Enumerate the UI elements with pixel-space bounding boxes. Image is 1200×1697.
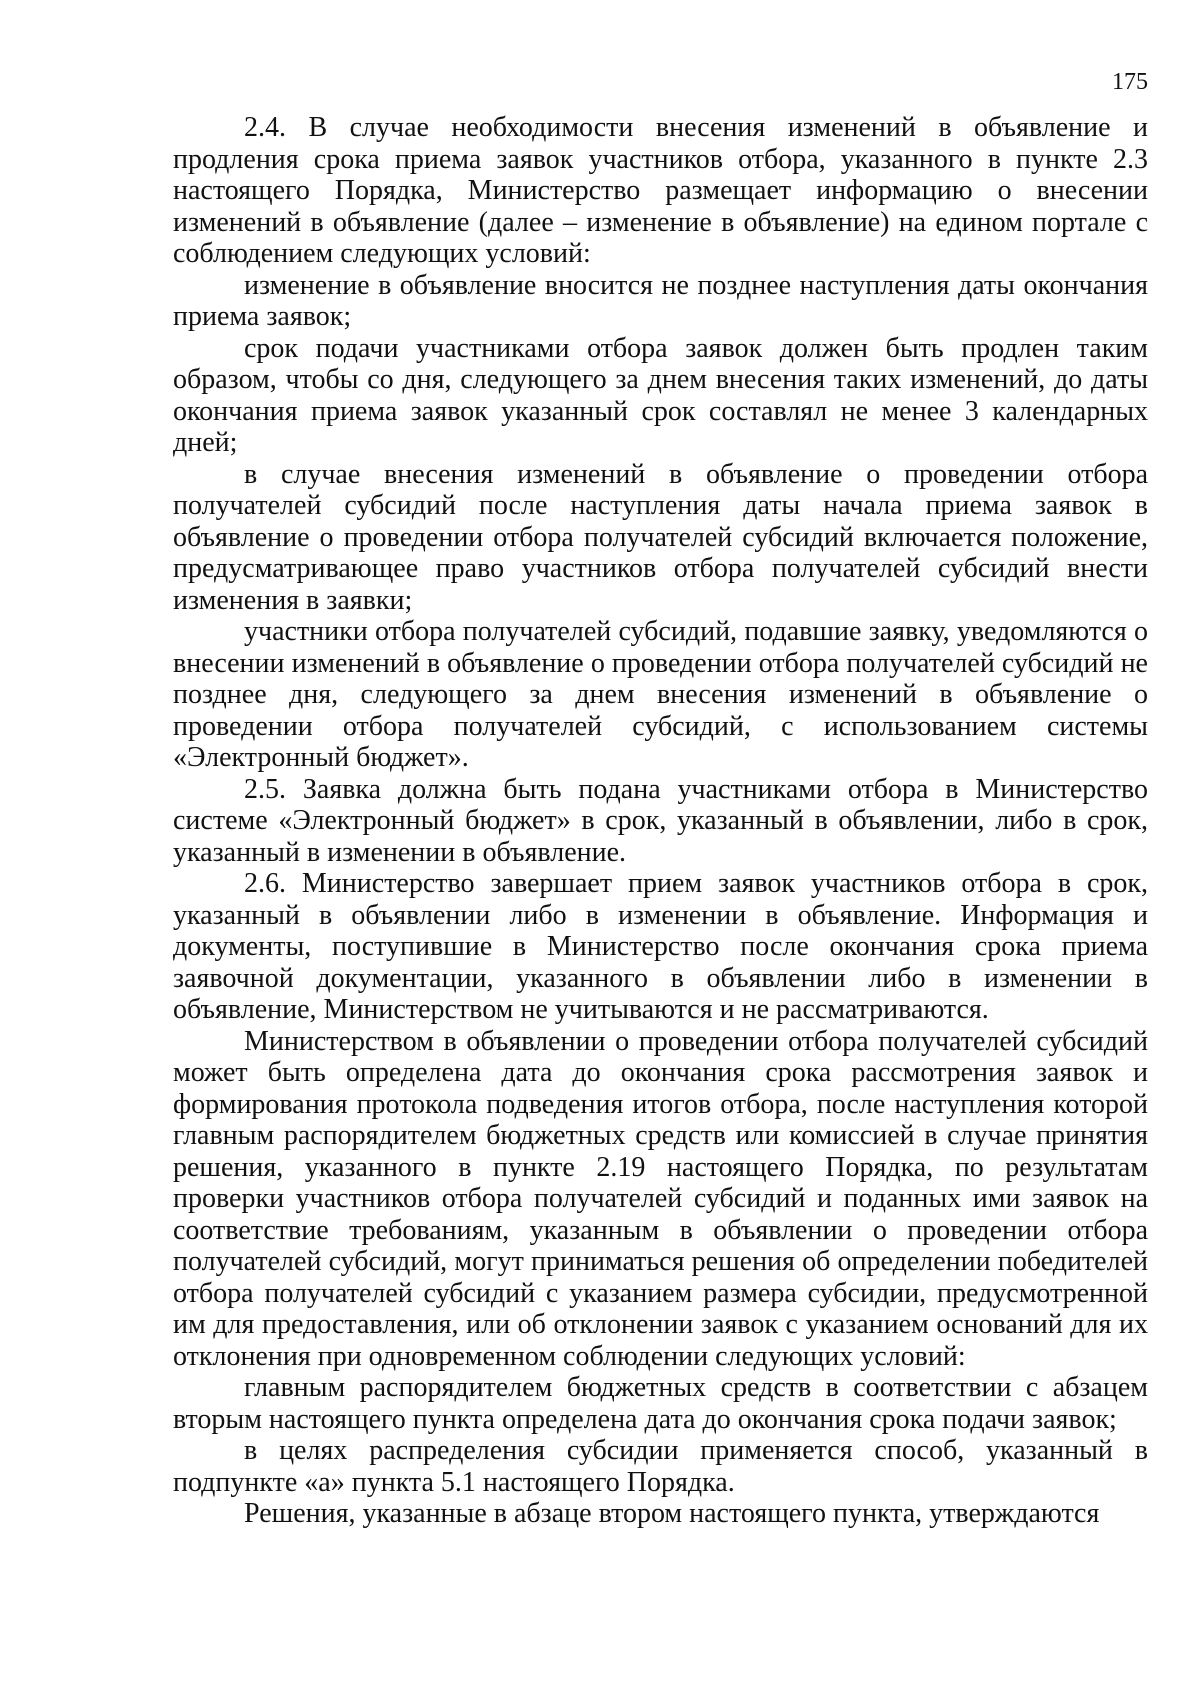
paragraph-early-decision: Министерством в объявлении о проведении отбора получателей субсидий может быть определена дата до окончания срока рассмотрения заявок и формирования протокола подведения итогов отбора, после наступления которой главным распорядителем бюджетных средств или комиссией в случае принятия решения, указанного в пункте 2.19 настоящего Порядка, по результатам проверки участников отбора получателей субсидий и поданных ими заявок на соответствие требованиям, указанным в объявлении о проведении отбора получателей субсидий, могут приниматься решения об определении победителей отбора получателей субсидий с указанием размера субсидии, предусмотренной им для предоставления, или об отклонении заявок с указанием оснований для их отклонения при одновременном соблюдении следующих условий: [173,1025,1148,1372]
paragraph-condition-method: в целях распределения субсидии применяется способ, указанный в подпункте «а» пункта 5.1 настоящего Порядка. [173,1435,1148,1498]
paragraph-condition-deadline: изменение в объявление вносится не позднее наступления даты окончания приема заявок; [173,269,1148,332]
body-text [173,112,1148,1530]
paragraph-condition-notification: участники отбора получателей субсидий, подавшие заявку, уведомляются о внесении изменений в объявление о проведении отбора получателей субсидий не позднее дня, следующего за днем внесения изменений в объявление о проведении отбора получателей субсидий, с использованием системы «Электронный бюджет». [173,616,1148,773]
page-number: 175 [1112,69,1148,95]
paragraph-condition-date-set: главным распорядителем бюджетных средств в соответствии с абзацем вторым настоящего пункта определена дата до окончания срока подачи заявок; [173,1372,1148,1435]
paragraph-condition-amendment-right: в случае внесения изменений в объявление о проведении отбора получателей субсидий после наступления даты начала приема заявок в объявление о проведении отбора получателей субсидий включается положение, предусматривающее право участников отбора получателей субсидий внести изменения в заявки; [173,458,1148,616]
paragraph-2-6: 2.6. Министерство завершает прием заявок участников отбора в срок, указанный в объявлении либо в изменении в объявление. Информация и документы, поступившие в Министерство после окончания срока приема заявочной документации, указанного в объявлении либо в изменении в объявление, Министерством не учитываются и не рассматриваются. [173,868,1148,1025]
paragraph-decisions-approved: Решения, указанные в абзаце втором настоящего пункта, утверждаются [244,1498,1100,1529]
paragraph-condition-extension: срок подачи участниками отбора заявок должен быть продлен таким образом, чтобы со дня, следующего за днем внесения таких изменений, до даты окончания приема заявок указанный срок составлял не менее 3 календарных дней; [173,332,1148,458]
paragraph-2-5: 2.5. Заявка должна быть подана участниками отбора в Министерство системе «Электронный бюджет» в срок, указанный в объявлении, либо в срок, указанный в изменении в объявление. [173,773,1148,868]
paragraph-2-4: 2.4. В случае необходимости внесения изменений в объявление и продления срока приема заявок участников отбора, указанного в пункте 2.3 настоящего Порядка, Министерство размещает информацию о внесении изменений в объявление (далее – изменение в объявление) на едином портале с соблюдением следующих условий: [173,112,1148,269]
